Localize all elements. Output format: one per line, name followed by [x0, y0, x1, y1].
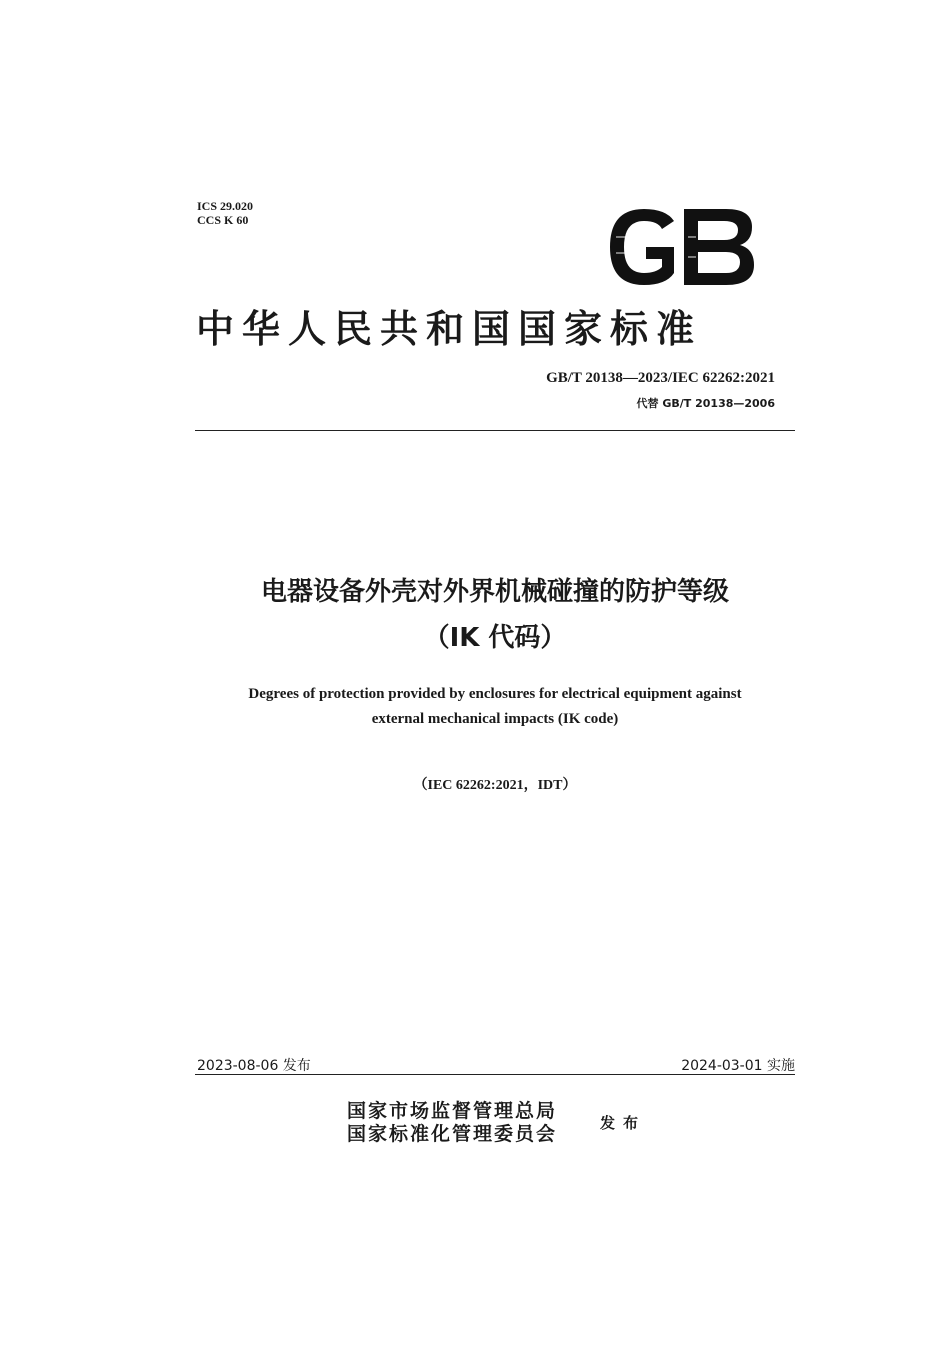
country-standard-title: 中华人民共和国国家标准 [196, 307, 703, 351]
effective-date: 2024-03-01 实施 [681, 1058, 795, 1074]
header-divider [195, 430, 795, 431]
title-chinese-line2: （IK 代码） [423, 623, 567, 653]
replaces-standard: 代替 GB/T 20138—2006 [636, 397, 775, 410]
issuer-samr: 国家市场监督管理总局 [347, 1100, 558, 1122]
title-chinese-line1: 电器设备外壳对外界机械碰撞的防护等级 [260, 577, 729, 607]
title-english-line1: Degrees of protection provided by enclosures for electrical equipment against [248, 686, 742, 702]
gb-logo-icon [606, 207, 756, 287]
publish-label: 发布 [600, 1114, 647, 1132]
title-english-line2: external mechanical impacts (IK code) [371, 711, 619, 727]
ics-code: ICS 29.020 [197, 199, 254, 213]
iec-reference: （IEC 62262:2021，IDT） [413, 778, 577, 793]
issuer-sac: 国家标准化管理委员会 [347, 1123, 558, 1145]
ccs-code: CCS K 60 [197, 213, 249, 227]
issue-date: 2023-08-06 发布 [197, 1058, 311, 1074]
standard-number: GB/T 20138—2023/IEC 62262:2021 [546, 370, 775, 386]
date-divider [195, 1074, 795, 1075]
